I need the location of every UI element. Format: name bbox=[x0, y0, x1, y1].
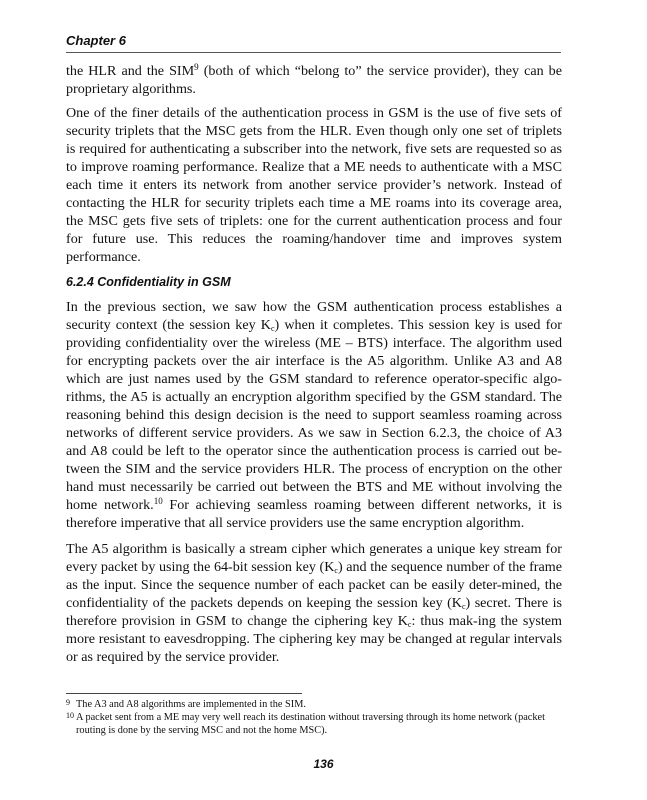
footnote-number: 10 bbox=[66, 711, 74, 720]
paragraph-3 bbox=[66, 298, 562, 532]
p3-text-a: In the previous section, we saw how the GSM authentication process establishes a security context (the session key K bbox=[66, 299, 562, 333]
p4-text-c: ) secret. There is therefore provision in GSM to change the ciphering key K bbox=[66, 595, 562, 629]
footnote-ref-9[interactable]: 9 bbox=[194, 62, 199, 72]
paragraph-2: One of the finer details of the authentication process in GSM is the use of five sets of security triplets that the MSC gets from the HLR. Even though only one set of triplets is required for authenticating a subscriber into the network, five sets are requested so as to improve roaming performance. Realize that a ME needs to authenticate with a MSC each time it enters its network from another service provider’s network. Instead of contacting the HLR for security triplets each time a ME roams into its coverage area, the MSC gets five sets of triplets: one for the current authentication process and four for future use. This reduces the roaming/handover time and improves system performance. bbox=[66, 105, 562, 265]
page-number: 136 bbox=[313, 757, 334, 771]
footnote-ref-10[interactable]: 10 bbox=[153, 496, 163, 506]
subscript-c: c bbox=[334, 566, 338, 575]
p3-text-c: For achieving seamless roaming between different networks, it is therefore imperative that all service providers use the same encryption algorithm. bbox=[66, 497, 563, 531]
p1-text-b: (both of which “belong to” the service provider), they can be proprietary algorithms. bbox=[66, 63, 562, 97]
footnote-9 bbox=[66, 698, 562, 711]
paragraph-4 bbox=[66, 540, 562, 666]
running-header bbox=[66, 33, 561, 53]
footnote-number: 9 bbox=[66, 698, 70, 707]
footnote-10 bbox=[66, 711, 562, 737]
p3-text-b: ) when it completes. This session key is used for providing confidentiality over the wireless (ME – BTS) interface. The algorithm used for encrypting packets over the air interface is the A5 algorithm. Unlike A3 and A8 which are just names used by the GSM standard to reference operator-specific algo-rithms, the A5 is actually an encryption algorithm specified by the GSM standard. The reasoning behind this design decision is the need to support seamless roaming across networks of different service providers. As we saw in Section 6.2.3, the choice of A3 and A8 could be left to the operator since the authentication process is carried out be-tween the SIM and the service providers HLR. The process of encryption on the other hand must necessarily be carried out between the BTS and ME without involving the home network. bbox=[66, 317, 563, 513]
subscript-c: c bbox=[270, 324, 275, 333]
p4-text-d: : thus mak-ing the system more resistant to eavesdropping. The ciphering key may be changed at regular intervals or as required by the service provider. bbox=[66, 613, 562, 665]
chapter-label: Chapter 6 bbox=[66, 33, 126, 48]
p1-text-a: the HLR and the SIM bbox=[66, 63, 195, 79]
footnotes bbox=[66, 693, 562, 737]
p4-text-a: The A5 algorithm is basically a stream cipher which generates a unique key stream for every packet by using the 64-bit session key (K bbox=[66, 541, 562, 575]
footnote-rule bbox=[66, 693, 302, 694]
subscript-c: c bbox=[461, 602, 466, 611]
footnote-text: The A3 and A8 algorithms are implemented in the SIM. bbox=[76, 699, 306, 710]
subscript-c: c bbox=[407, 620, 412, 629]
p4-text-b: ) and the sequence number of the frame as the input. Since the sequence number of each packet can be easily deter-mined, the confidentiality of the packets depends on keeping the session key (K bbox=[66, 559, 562, 611]
main-text bbox=[66, 62, 562, 674]
footnote-text: A packet sent from a ME may very well reach its destination without traversing through its home network (packet routing is done by the serving MSC and not the home MSC). bbox=[76, 712, 545, 736]
header-rule bbox=[66, 52, 561, 53]
paragraph-1 bbox=[66, 62, 562, 98]
section-heading: 6.2.4 Confidentiality in GSM bbox=[66, 275, 231, 289]
